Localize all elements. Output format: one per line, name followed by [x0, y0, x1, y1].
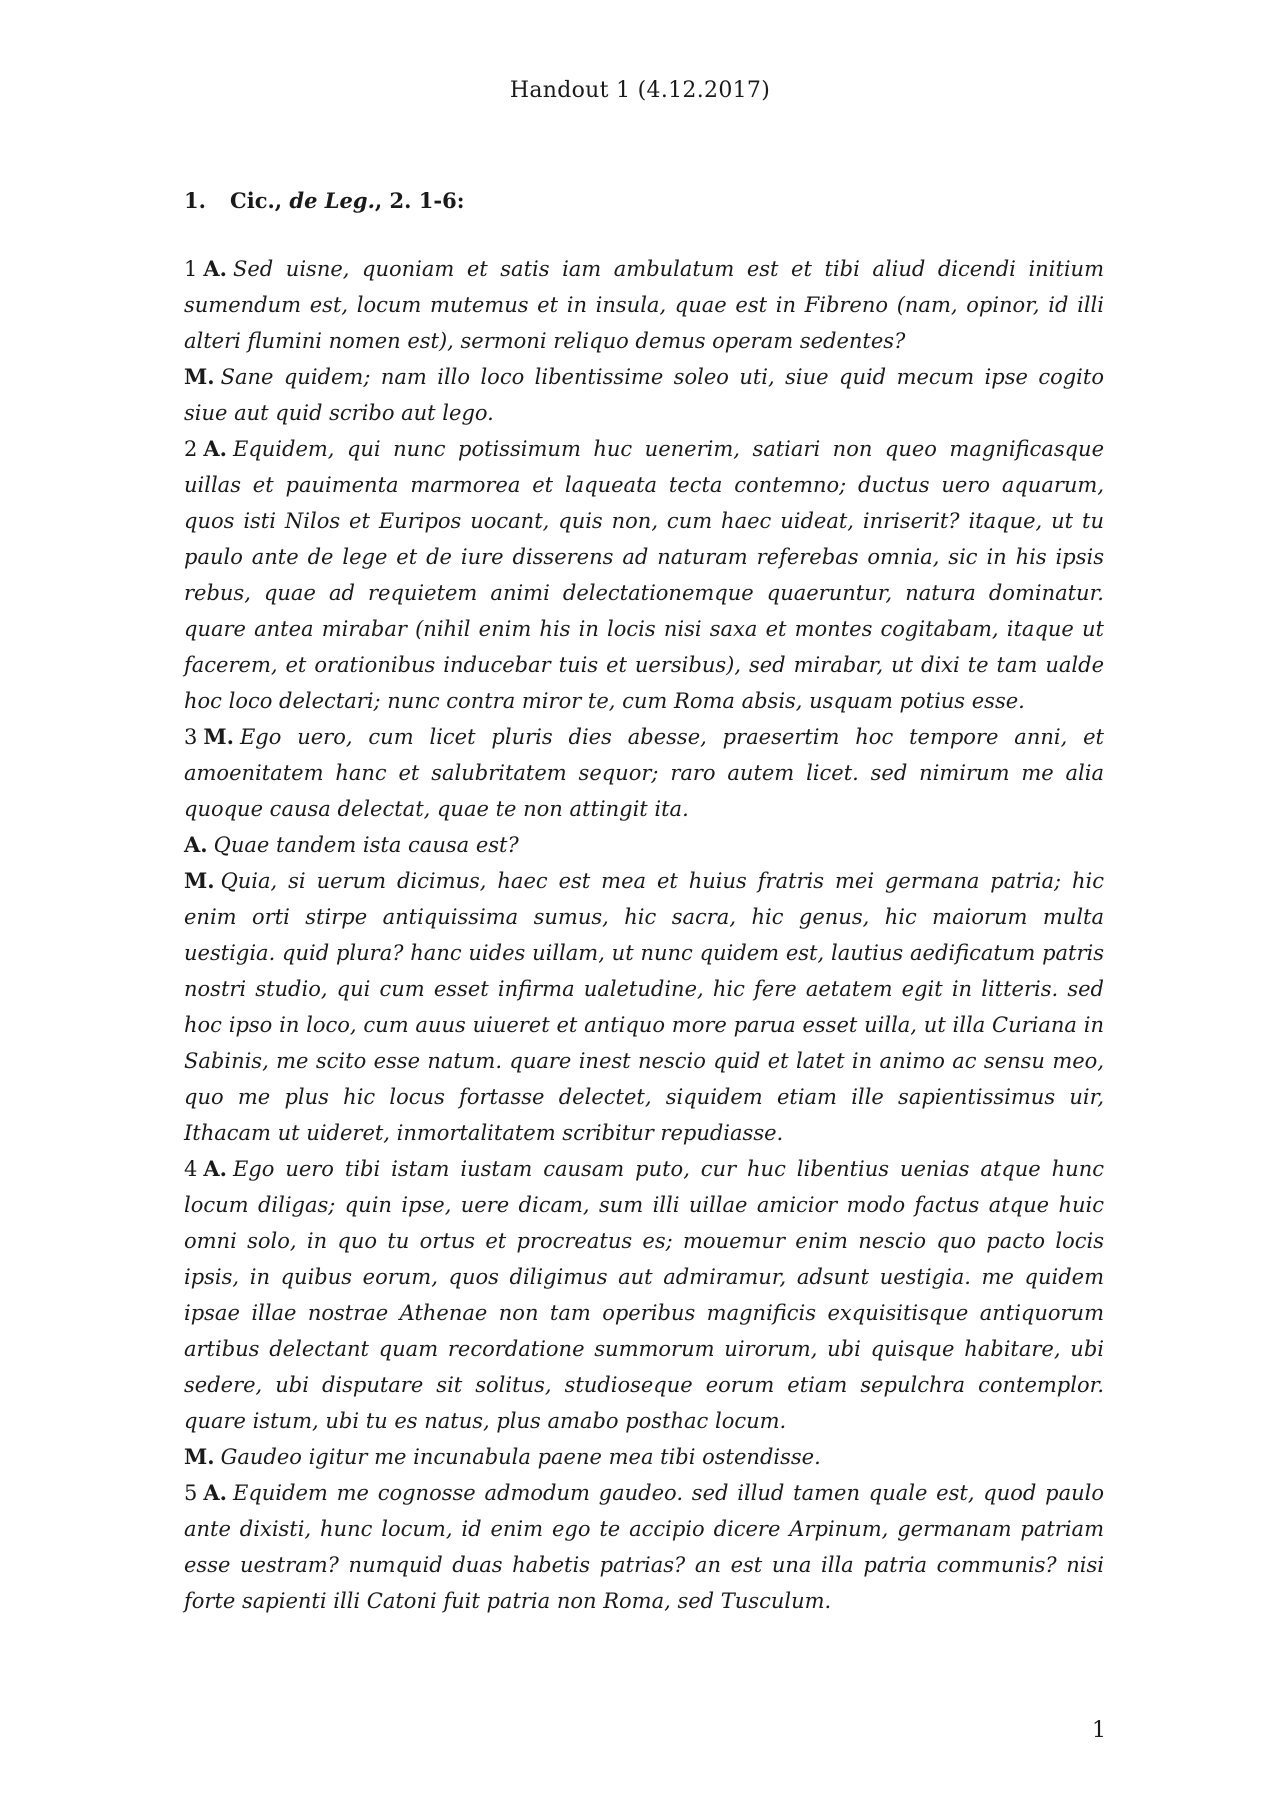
paragraph [184, 1475, 1104, 1619]
paragraph-text: Sane quidem; nam illo loco libentissime soleo uti, siue quid mecum ipse cogito siue aut quid scribo aut lego. [184, 365, 1104, 425]
paragraph-text: Equidem me cognosse admodum gaudeo. sed illud tamen quale est, quod paulo ante dixisti, hunc locum, id enim ego te accipio dicere Arpinum, germanam patriam esse uestram? numquid duas habetis patrias? an est una illa patria communis? nisi forte sapienti illi Catoni fuit patria non Roma, sed Tusculum. [184, 1481, 1104, 1613]
paragraph-number: 2 [184, 437, 198, 461]
paragraph-text: Quia, si uerum dicimus, haec est mea et huius fratris mei germana patria; hic enim orti stirpe antiquissima sumus, hic sacra, hic genus, hic maiorum multa uestigia. quid plura? hanc uides uillam, ut nunc quidem est, lautius aedificatum patris nostri studio, qui cum esset infirma ualetudine, hic fere aetatem egit in litteris. sed hoc ipso in loco, cum auus uiueret et antiquo more parua esset uilla, ut illa Curiana in Sabinis, me scito esse natum. quare inest nescio quid et latet in animo ac sensu meo, quo me plus hic locus fortasse delectet, siquidem etiam ille sapientissimus uir, Ithacam ut uideret, inmortalitatem scribitur repudiasse. [184, 869, 1104, 1145]
paragraph-number: 4 [184, 1157, 198, 1181]
page-number: 1 [1092, 1718, 1106, 1743]
latin-text-body [184, 251, 1104, 1619]
paragraph-number: 3 [184, 725, 198, 749]
section-reference: , 2. 1-6: [374, 188, 465, 213]
paragraph [184, 719, 1104, 827]
paragraph-number: 5 [184, 1481, 198, 1505]
paragraph [184, 827, 1104, 863]
paragraph-text: Gaudeo igitur me incunabula paene mea tibi ostendisse. [220, 1445, 821, 1469]
section-number: 1. [184, 188, 206, 213]
paragraph [184, 1151, 1104, 1439]
paragraph-text: Equidem, qui nunc potissimum huc uenerim, satiari non queo magnificasque uillas et pauimenta marmorea et laqueata tecta contemno; ductus uero aquarum, quos isti Nilos et Euripos uocant, quis non, cum haec uideat, inriserit? itaque, ut tu paulo ante de lege et de iure disserens ad naturam referebas omnia, sic in his ipsis rebus, quae ad requietem animi delectationemque quaeruntur, natura dominatur. quare antea mirabar (nihil enim his in locis nisi saxa et montes cogitabam, itaque ut facerem, et orationibus inducebar tuis et uersibus), sed mirabar, ut dixi te tam ualde hoc loco delectari; nunc contra miror te, cum Roma absis, usquam potius esse. [184, 437, 1104, 713]
paragraph-text: Ego uero, cum licet pluris dies abesse, praesertim hoc tempore anni, et amoenitatem hanc et salubritatem sequor; raro autem licet. sed nimirum me alia quoque causa delectat, quae te non attingit ita. [184, 725, 1104, 821]
speaker-label: M. [203, 724, 234, 749]
paragraph-number: 1 [184, 257, 198, 281]
paragraph [184, 251, 1104, 359]
speaker-label: M. [184, 868, 215, 893]
paragraph [184, 431, 1104, 719]
paragraph-text: Quae tandem ista causa est? [213, 833, 519, 857]
speaker-label: A. [203, 436, 227, 461]
speaker-label: M. [184, 364, 215, 389]
speaker-label: A. [203, 1156, 227, 1181]
section-heading [184, 188, 464, 213]
section-author: Cic., [230, 188, 290, 213]
section-work: de Leg. [289, 188, 375, 213]
page-header: Handout 1 (4.12.2017) [509, 78, 771, 103]
speaker-label: A. [203, 1480, 227, 1505]
speaker-label: M. [184, 1444, 215, 1469]
paragraph [184, 863, 1104, 1151]
paragraph-text: Ego uero tibi istam iustam causam puto, cur huc libentius uenias atque hunc locum diligas; quin ipse, uere dicam, sum illi uillae amicior modo factus atque huic omni solo, in quo tu ortus et procreatus es; mouemur enim nescio quo pacto locis ipsis, in quibus eorum, quos diligimus aut admiramur, adsunt uestigia. me quidem ipsae illae nostrae Athenae non tam operibus magnificis exquisitisque antiquorum artibus delectant quam recordatione summorum uirorum, ubi quisque habitare, ubi sedere, ubi disputare sit solitus, studioseque eorum etiam sepulchra contemplor. quare istum, ubi tu es natus, plus amabo posthac locum. [184, 1157, 1104, 1433]
paragraph-text: Sed uisne, quoniam et satis iam ambulatum est et tibi aliud dicendi initium sumendum est, locum mutemus et in insula, quae est in Fibreno (nam, opinor, id illi alteri flumini nomen est), sermoni reliquo demus operam sedentes? [184, 257, 1104, 353]
speaker-label: A. [203, 256, 227, 281]
paragraph [184, 359, 1104, 431]
speaker-label: A. [184, 832, 208, 857]
paragraph [184, 1439, 1104, 1475]
